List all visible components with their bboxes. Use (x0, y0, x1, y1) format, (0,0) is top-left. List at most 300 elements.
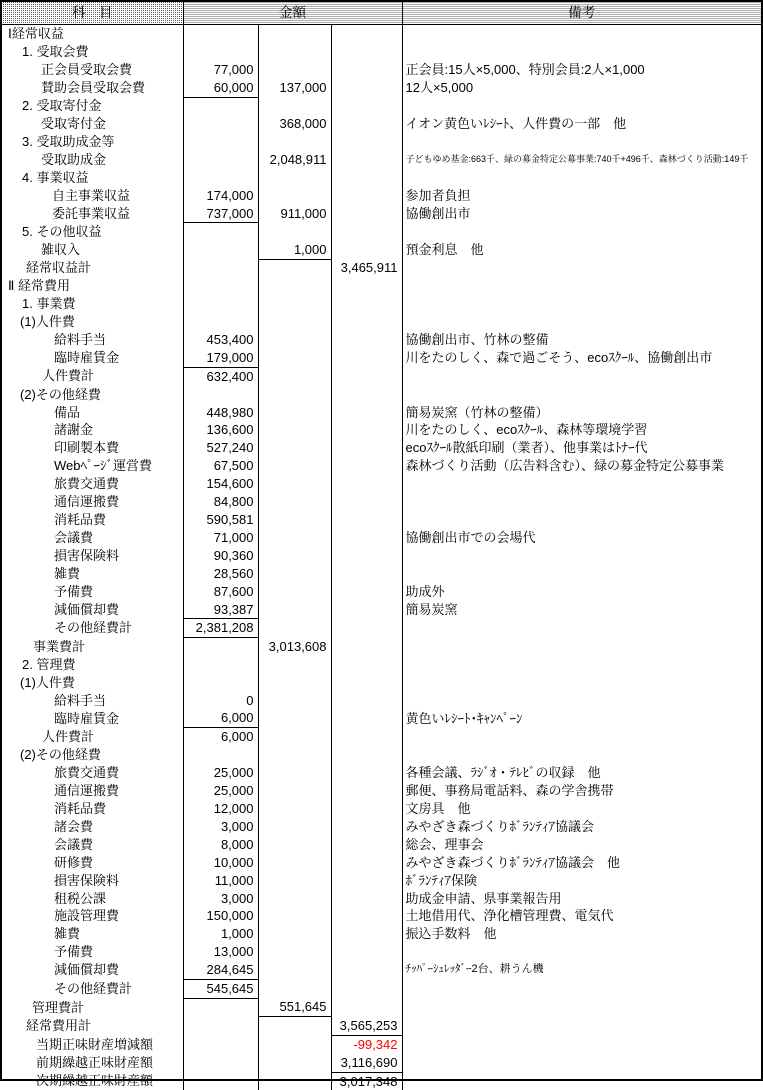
table-row (2, 782, 761, 800)
remark: イオン黄色いﾚｼｰﾄ、人件費の一部 他 (402, 115, 761, 133)
amount-col3 (331, 872, 402, 890)
amount-col3 (331, 746, 402, 764)
table-row (2, 133, 761, 151)
amount-col3 (331, 907, 402, 925)
amount-col3 (331, 961, 402, 979)
account-label: 1. 受取会費 (2, 43, 183, 61)
table-row (2, 439, 761, 457)
amount-col1 (183, 115, 258, 133)
amount-col2: 911,000 (258, 205, 331, 223)
remark: 正会員:15人×5,000、特別会員:2人×1,000 (402, 61, 761, 79)
remark (402, 1054, 761, 1072)
remark (402, 980, 761, 999)
amount-col1: 545,645 (183, 980, 258, 999)
amount-col1: 84,800 (183, 493, 258, 511)
account-label: 人件費計 (2, 367, 183, 385)
remark (402, 493, 761, 511)
table-row (2, 493, 761, 511)
amount-col1: 93,387 (183, 601, 258, 619)
amount-col3: 3,565,253 (331, 1017, 402, 1035)
amount-col3 (331, 836, 402, 854)
amount-col2 (258, 277, 331, 295)
account-label: 給料手当 (2, 692, 183, 710)
table-row (2, 529, 761, 547)
account-label: 会議費 (2, 529, 183, 547)
amount-col2 (258, 619, 331, 638)
amount-col3 (331, 998, 402, 1016)
table-row (2, 61, 761, 79)
amount-col3 (331, 854, 402, 872)
account-label: 5. その他収益 (2, 223, 183, 241)
amount-col3 (331, 421, 402, 439)
amount-col1 (183, 386, 258, 404)
account-label: 事業費計 (2, 638, 183, 656)
account-label: 予備費 (2, 943, 183, 961)
table-row (2, 277, 761, 295)
table-body (2, 25, 761, 1090)
amount-col3 (331, 638, 402, 656)
amount-col3 (331, 97, 402, 115)
remark (402, 169, 761, 187)
amount-col2 (258, 764, 331, 782)
amount-col1: 174,000 (183, 187, 258, 205)
account-label: 委託事業収益 (2, 205, 183, 223)
amount-col1 (183, 746, 258, 764)
amount-col2 (258, 728, 331, 746)
remark: 総会、理事会 (402, 836, 761, 854)
account-label: 通信運搬費 (2, 493, 183, 511)
table-row (2, 295, 761, 313)
account-label: 賛助会員受取会費 (2, 79, 183, 97)
amount-col1 (183, 1017, 258, 1035)
amount-col1 (183, 1035, 258, 1053)
account-label: 受取助成金 (2, 151, 183, 169)
table-row (2, 601, 761, 619)
amount-col2 (258, 583, 331, 601)
amount-col3 (331, 764, 402, 782)
amount-col3 (331, 115, 402, 133)
remark: 協働創出市 (402, 205, 761, 223)
table-row (2, 836, 761, 854)
amount-col2 (258, 709, 331, 727)
amount-col1: 87,600 (183, 583, 258, 601)
statement-table (2, 2, 761, 1090)
table-row (2, 367, 761, 385)
amount-col1 (183, 169, 258, 187)
account-label: 4. 事業収益 (2, 169, 183, 187)
amount-col1: 28,560 (183, 565, 258, 583)
amount-col1: 10,000 (183, 854, 258, 872)
remark (402, 692, 761, 710)
account-label: 臨時雇賃金 (2, 349, 183, 367)
amount-col2 (258, 980, 331, 999)
amount-col2 (258, 331, 331, 349)
amount-col3 (331, 782, 402, 800)
amount-col1 (183, 133, 258, 151)
remark: 子どもゆめ基金:663千、緑の募金特定公募事業:740千+496千、森林づくり活動:149千 (402, 151, 761, 169)
amount-col3 (331, 295, 402, 313)
amount-col3 (331, 331, 402, 349)
amount-col2 (258, 872, 331, 890)
table-row (2, 25, 761, 43)
account-label: 消耗品費 (2, 800, 183, 818)
remark (402, 97, 761, 115)
table-row (2, 638, 761, 656)
amount-col1: 25,000 (183, 764, 258, 782)
account-label: 会議費 (2, 836, 183, 854)
amount-col3 (331, 674, 402, 692)
amount-col3: 3,116,690 (331, 1054, 402, 1072)
table-row (2, 998, 761, 1016)
amount-col3 (331, 133, 402, 151)
amount-col1: 77,000 (183, 61, 258, 79)
remark (402, 277, 761, 295)
amount-col3 (331, 818, 402, 836)
amount-col3 (331, 187, 402, 205)
remark: 協働創出市での会場代 (402, 529, 761, 547)
remark: ecoｽｸｰﾙ散紙印刷（業者）、他事業はﾄﾅｰ代 (402, 439, 761, 457)
amount-col2 (258, 61, 331, 79)
remark (402, 656, 761, 674)
amount-col1: 60,000 (183, 79, 258, 97)
remark (402, 475, 761, 493)
amount-col2: 1,000 (258, 241, 331, 259)
amount-col1: 527,240 (183, 439, 258, 457)
account-label: 予備費 (2, 583, 183, 601)
amount-col1: 150,000 (183, 907, 258, 925)
amount-col3: 3,465,911 (331, 259, 402, 277)
table-row (2, 205, 761, 223)
remark: 預金利息 他 (402, 241, 761, 259)
table-row (2, 925, 761, 943)
amount-col2 (258, 1035, 331, 1053)
amount-col1 (183, 638, 258, 656)
amount-col1 (183, 1072, 258, 1090)
table-row (2, 890, 761, 908)
account-label: 正会員受取会費 (2, 61, 183, 79)
amount-col2 (258, 169, 331, 187)
table-row (2, 1035, 761, 1053)
remark: 助成外 (402, 583, 761, 601)
amount-col1: 11,000 (183, 872, 258, 890)
remark (402, 746, 761, 764)
table-row (2, 169, 761, 187)
remark (402, 259, 761, 277)
account-label: 給料手当 (2, 331, 183, 349)
table-row (2, 709, 761, 727)
amount-col3 (331, 601, 402, 619)
table-row (2, 97, 761, 115)
account-label: Ⅰ経常収益 (2, 25, 183, 43)
amount-col1: 71,000 (183, 529, 258, 547)
remark (402, 295, 761, 313)
amount-col3 (331, 79, 402, 97)
account-label: Ⅱ 経常費用 (2, 277, 183, 295)
amount-col1 (183, 998, 258, 1016)
table-row (2, 656, 761, 674)
amount-col1 (183, 277, 258, 295)
amount-col3 (331, 709, 402, 727)
table-row (2, 386, 761, 404)
amount-col1: 3,000 (183, 818, 258, 836)
amount-col2 (258, 961, 331, 979)
remark: みやざき森づくりﾎﾞﾗﾝﾃｨｱ協議会 (402, 818, 761, 836)
amount-col3 (331, 692, 402, 710)
amount-col2 (258, 746, 331, 764)
amount-col2 (258, 223, 331, 241)
amount-col3 (331, 277, 402, 295)
amount-col2: 137,000 (258, 79, 331, 97)
remark (402, 43, 761, 61)
amount-col2 (258, 421, 331, 439)
amount-col1: 1,000 (183, 925, 258, 943)
remark: 12人×5,000 (402, 79, 761, 97)
remark: 協働創出市、竹林の整備 (402, 331, 761, 349)
amount-col2: 3,013,608 (258, 638, 331, 656)
amount-col3 (331, 439, 402, 457)
amount-col3 (331, 457, 402, 475)
amount-col2 (258, 692, 331, 710)
amount-col3 (331, 980, 402, 999)
amount-col1: 25,000 (183, 782, 258, 800)
remark: 文房具 他 (402, 800, 761, 818)
table-row (2, 619, 761, 638)
amount-col2 (258, 656, 331, 674)
account-label: その他経費計 (2, 619, 183, 638)
remark: ﾎﾞﾗﾝﾃｨｱ保険 (402, 872, 761, 890)
account-label: 研修費 (2, 854, 183, 872)
amount-col3 (331, 565, 402, 583)
table-row (2, 728, 761, 746)
table-row (2, 980, 761, 999)
amount-col2 (258, 1054, 331, 1072)
table-row (2, 43, 761, 61)
table-row (2, 1017, 761, 1035)
amount-col2 (258, 313, 331, 331)
amount-col2 (258, 475, 331, 493)
amount-col2 (258, 601, 331, 619)
amount-col2 (258, 529, 331, 547)
amount-col2 (258, 349, 331, 367)
account-label: 2. 受取寄付金 (2, 97, 183, 115)
remark (402, 638, 761, 656)
amount-col2 (258, 511, 331, 529)
amount-col2 (258, 907, 331, 925)
amount-col2 (258, 818, 331, 836)
amount-col3 (331, 43, 402, 61)
remark: 黄色いﾚｼｰﾄ･ｷｬﾝﾍﾟｰﾝ (402, 709, 761, 727)
table-row (2, 475, 761, 493)
amount-col1 (183, 1054, 258, 1072)
amount-col2 (258, 782, 331, 800)
table-row (2, 764, 761, 782)
table-row (2, 223, 761, 241)
account-label: 施設管理費 (2, 907, 183, 925)
amount-col2 (258, 1072, 331, 1090)
amount-col2 (258, 295, 331, 313)
remark: みやざき森づくりﾎﾞﾗﾝﾃｨｱ協議会 他 (402, 854, 761, 872)
remark: 簡易炭窯 (402, 601, 761, 619)
amount-col1: 448,980 (183, 404, 258, 422)
table-row (2, 818, 761, 836)
amount-col3 (331, 241, 402, 259)
account-label: 消耗品費 (2, 511, 183, 529)
column-header-item: 科 目 (2, 2, 183, 25)
amount-col2 (258, 133, 331, 151)
remark: 各種会議、ﾗｼﾞｵ・ﾃﾚﾋﾞの収録 他 (402, 764, 761, 782)
amount-col1: 154,600 (183, 475, 258, 493)
account-label: 次期繰越正味財産額 (2, 1072, 183, 1090)
amount-col3 (331, 386, 402, 404)
amount-col3 (331, 656, 402, 674)
table-row (2, 259, 761, 277)
amount-col1 (183, 25, 258, 43)
table-row (2, 547, 761, 565)
amount-col1: 6,000 (183, 709, 258, 727)
table-row (2, 115, 761, 133)
table-row (2, 943, 761, 961)
table-row (2, 872, 761, 890)
account-label: 租税公課 (2, 890, 183, 908)
amount-col3 (331, 493, 402, 511)
table-row (2, 241, 761, 259)
account-label: 自主事業収益 (2, 187, 183, 205)
amount-col3 (331, 800, 402, 818)
account-label: 備品 (2, 404, 183, 422)
table-row (2, 187, 761, 205)
amount-col1: 8,000 (183, 836, 258, 854)
amount-col2 (258, 565, 331, 583)
account-label: (2)その他経費 (2, 746, 183, 764)
table-row (2, 674, 761, 692)
account-label: 損害保険料 (2, 872, 183, 890)
amount-col3 (331, 223, 402, 241)
amount-col3 (331, 475, 402, 493)
remark (402, 386, 761, 404)
amount-col2 (258, 943, 331, 961)
table-row (2, 746, 761, 764)
amount-col2 (258, 836, 331, 854)
remark (402, 367, 761, 385)
amount-col2 (258, 187, 331, 205)
amount-col1 (183, 259, 258, 277)
account-label: 印刷製本費 (2, 439, 183, 457)
remark (402, 511, 761, 529)
amount-col3 (331, 890, 402, 908)
table-row (2, 583, 761, 601)
remark: ﾁｯﾊﾟｰｼｭﾚｯﾀﾞｰ2台、耕うん機 (402, 961, 761, 979)
remark (402, 133, 761, 151)
amount-col1: 590,581 (183, 511, 258, 529)
column-header-amount: 金額 (183, 2, 402, 25)
account-label: 減価償却費 (2, 601, 183, 619)
amount-col2 (258, 457, 331, 475)
remark: 森林づくり活動（広告料含む）、緑の募金特定公募事業 (402, 457, 761, 475)
table-row (2, 457, 761, 475)
remark: 川をたのしく、森で過ごそう、ecoｽｸｰﾙ、協働創出市 (402, 349, 761, 367)
table-row (2, 151, 761, 169)
account-label: 減価償却費 (2, 961, 183, 979)
amount-col3 (331, 367, 402, 385)
remark (402, 619, 761, 638)
account-label: 旅費交通費 (2, 764, 183, 782)
amount-col1: 2,381,208 (183, 619, 258, 638)
remark: 簡易炭窯（竹林の整備） (402, 404, 761, 422)
account-label: 3. 受取助成金等 (2, 133, 183, 151)
remark (402, 943, 761, 961)
column-header-remarks: 備考 (402, 2, 761, 25)
amount-col2 (258, 925, 331, 943)
remark (402, 998, 761, 1016)
account-label: 臨時雇賃金 (2, 709, 183, 727)
amount-col1 (183, 223, 258, 241)
remark (402, 1072, 761, 1090)
amount-col2: 2,048,911 (258, 151, 331, 169)
amount-col2: 551,645 (258, 998, 331, 1016)
account-label: 経常収益計 (2, 259, 183, 277)
table-row (2, 907, 761, 925)
amount-col2 (258, 97, 331, 115)
table-row (2, 421, 761, 439)
remark (402, 547, 761, 565)
account-label: 雑費 (2, 925, 183, 943)
remark (402, 1035, 761, 1053)
amount-col1 (183, 43, 258, 61)
amount-col2 (258, 367, 331, 385)
account-label: 当期正味財産増減額 (2, 1035, 183, 1053)
account-label: 経常費用計 (2, 1017, 183, 1035)
amount-col1 (183, 674, 258, 692)
amount-col1: 0 (183, 692, 258, 710)
amount-col2 (258, 43, 331, 61)
amount-col1: 3,000 (183, 890, 258, 908)
amount-col2 (258, 386, 331, 404)
remark (402, 565, 761, 583)
amount-col2: 368,000 (258, 115, 331, 133)
account-label: 2. 管理費 (2, 656, 183, 674)
amount-col1 (183, 295, 258, 313)
table-row (2, 349, 761, 367)
account-label: 損害保険料 (2, 547, 183, 565)
table-row (2, 961, 761, 979)
amount-col3 (331, 619, 402, 638)
amount-col3 (331, 583, 402, 601)
amount-col2 (258, 493, 331, 511)
account-label: 管理費計 (2, 998, 183, 1016)
amount-col1 (183, 241, 258, 259)
account-label: 諸謝金 (2, 421, 183, 439)
table-row (2, 404, 761, 422)
amount-col2 (258, 890, 331, 908)
remark (402, 1017, 761, 1035)
amount-col1: 13,000 (183, 943, 258, 961)
remark: 川をたのしく、ecoｽｸｰﾙ、森林等環境学習 (402, 421, 761, 439)
remark (402, 223, 761, 241)
table-row (2, 854, 761, 872)
remark (402, 25, 761, 43)
account-label: (1)人件費 (2, 313, 183, 331)
amount-col3 (331, 169, 402, 187)
amount-col3: -99,342 (331, 1035, 402, 1053)
amount-col3 (331, 925, 402, 943)
amount-col3 (331, 349, 402, 367)
amount-col1 (183, 656, 258, 674)
amount-col1 (183, 97, 258, 115)
remark: 助成金申請、県事業報告用 (402, 890, 761, 908)
amount-col1: 632,400 (183, 367, 258, 385)
account-label: 雑費 (2, 565, 183, 583)
account-label: 諸会費 (2, 818, 183, 836)
